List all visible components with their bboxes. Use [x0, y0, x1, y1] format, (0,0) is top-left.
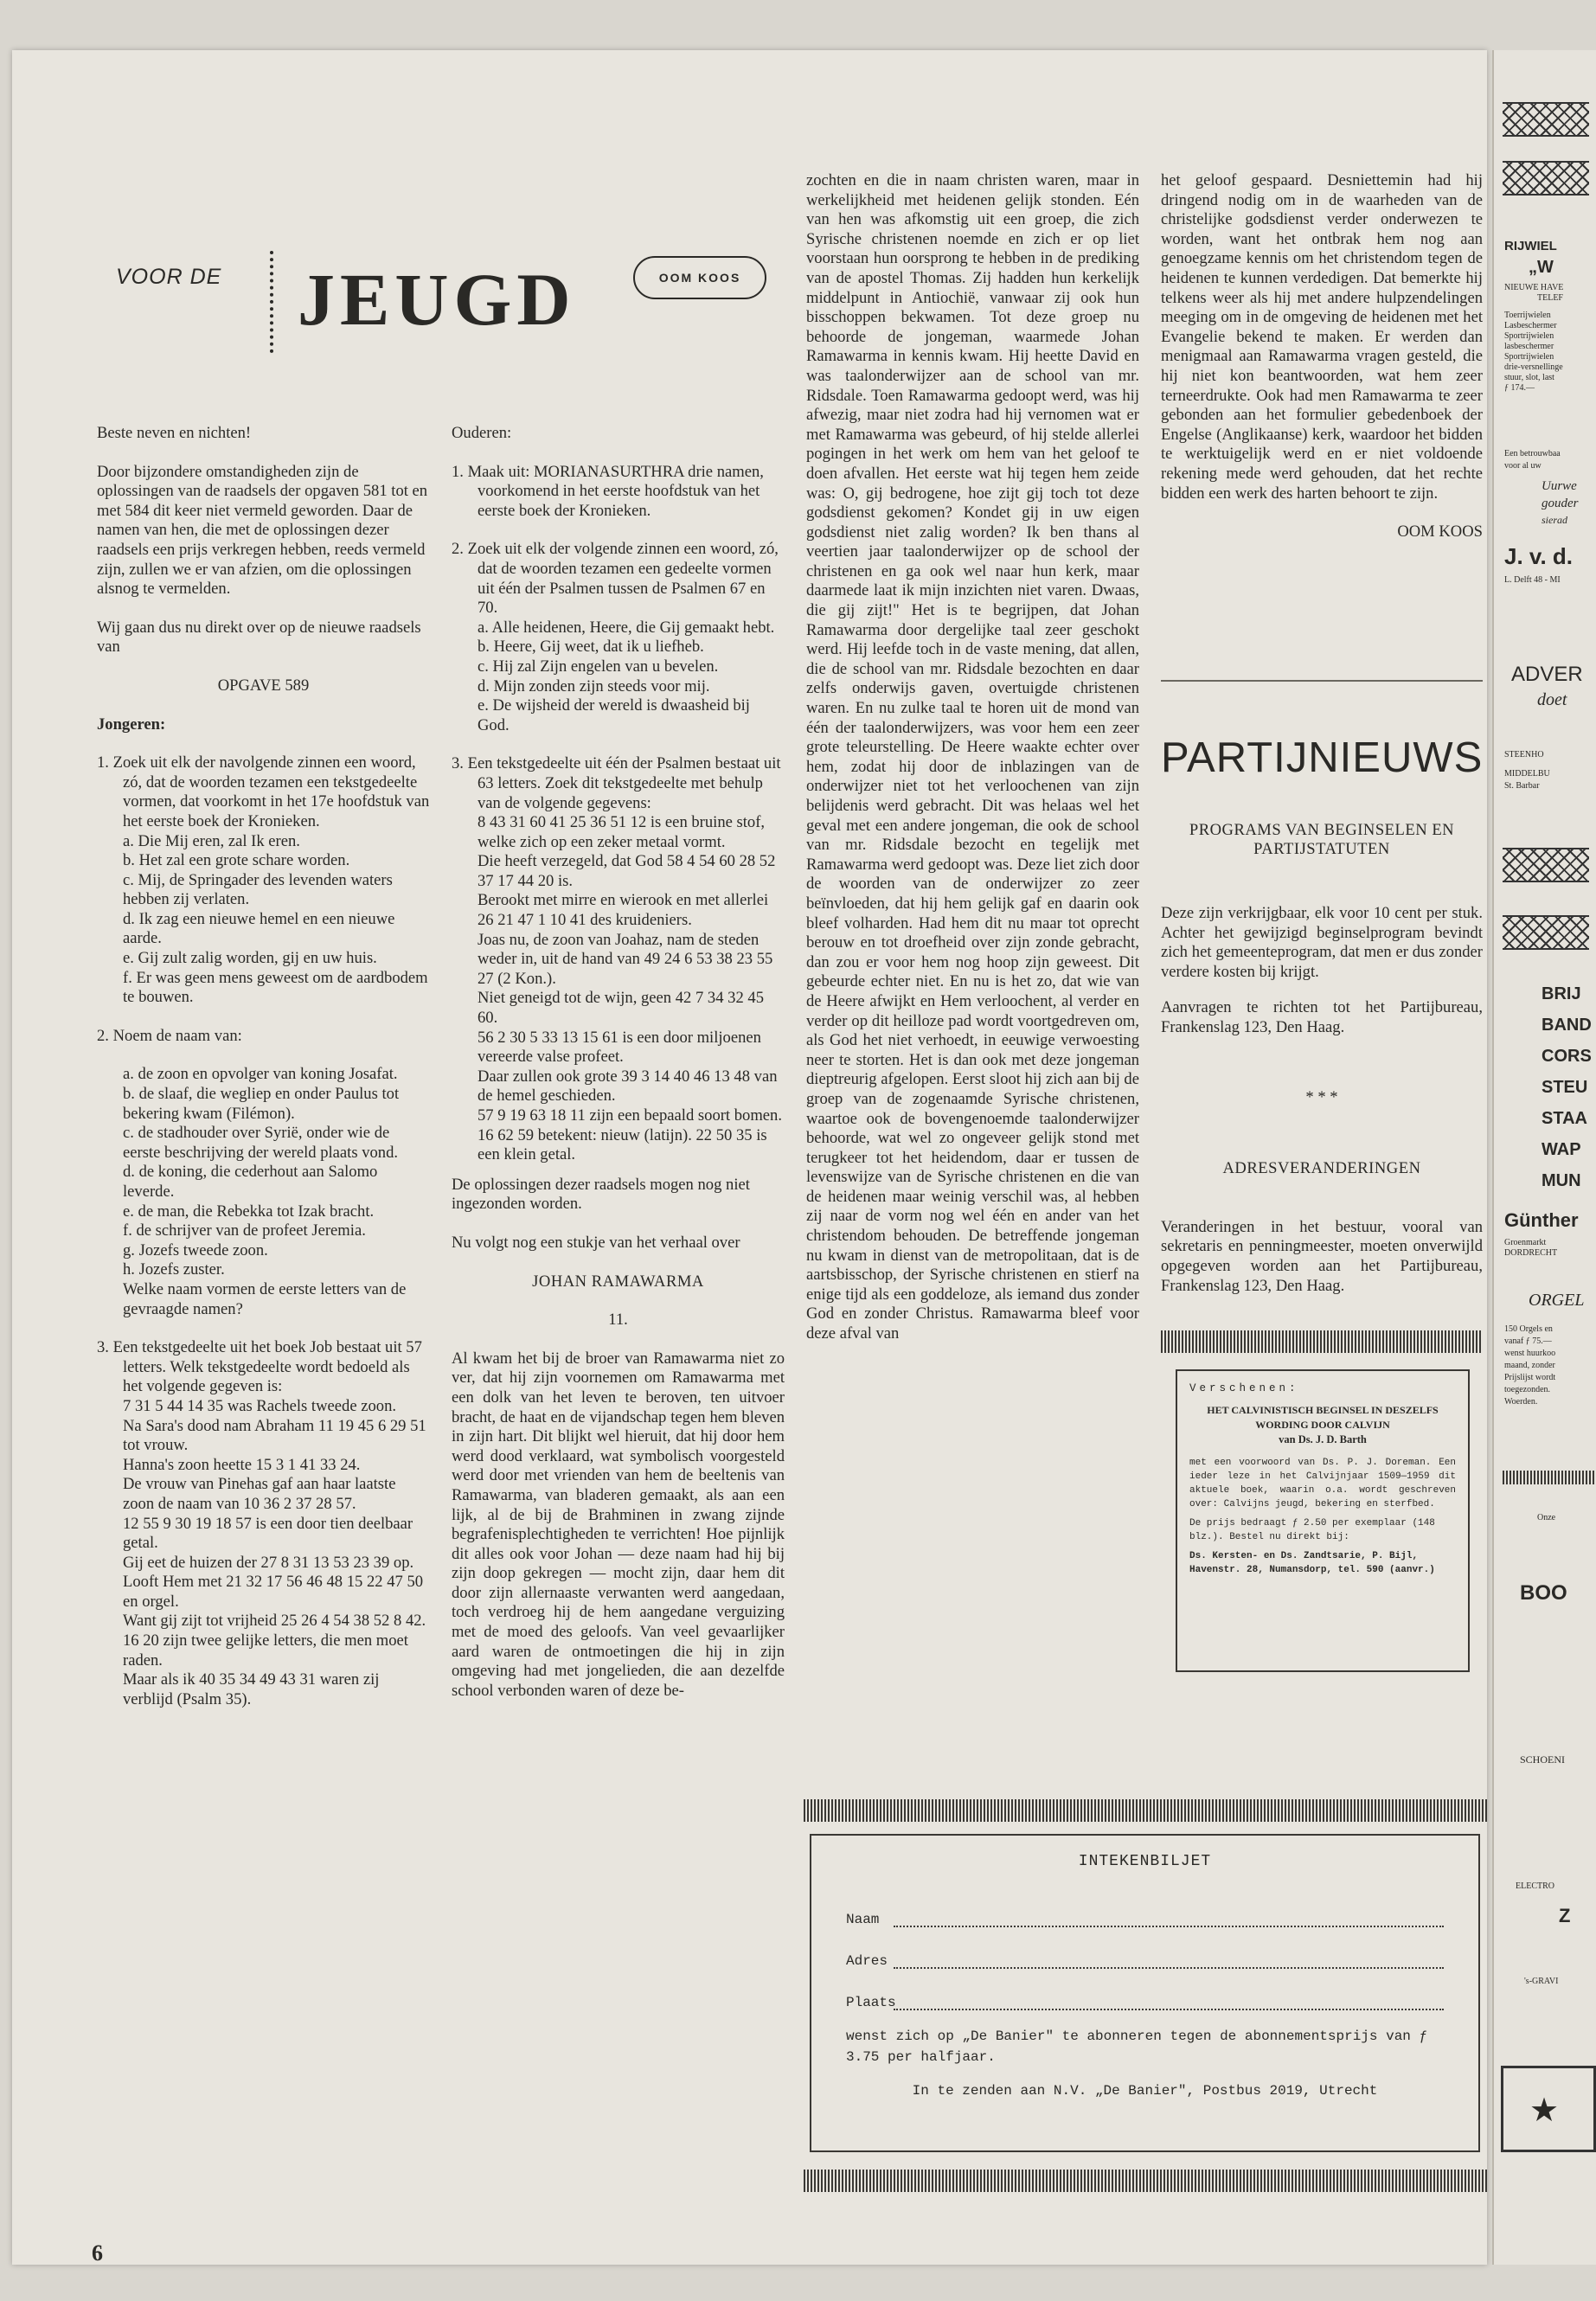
- list-item: c. Mij, de Springader des levenden waters hebben zij verlaten.: [123, 870, 393, 909]
- np-nieuwe: NIEUWE HAVE: [1504, 283, 1564, 292]
- np-list-6: stuur, slot, last: [1504, 373, 1554, 382]
- list-item: d. Mijn zonden zijn steeds voor mij.: [478, 676, 710, 695]
- ouderen-question-2: 2. Zoek uit elk der volgende zinnen een woord, zó, dat de woorden tezamen een gedeelte vormen uit één der Psalmen tussen de Psalmen 67 en 70.: [452, 540, 779, 618]
- list-item: Welke naam vormen de eerste letters van de gevraagde namen?: [123, 1279, 407, 1318]
- np-mun: MUN: [1542, 1171, 1581, 1190]
- list-item: Die heeft verzegeld, dat God 58 4 54 60 28 52 37 17 44 20 is.: [478, 852, 776, 890]
- ouderen-question-1: 1. Maak uit: MORIANASURTHRA drie namen, voorkomend in het eerste hoofdstuk van het eerste boek der Kronieken.: [452, 462, 764, 520]
- jongeren-heading: Jongeren:: [97, 715, 166, 734]
- np-middelb: MIDDELBU: [1504, 769, 1550, 779]
- np-voor: voor al uw: [1504, 461, 1542, 471]
- column-1: [97, 424, 430, 1709]
- story-chapter: 11.: [608, 1311, 628, 1330]
- ouderen-question-3: 3. Een tekstgedeelte uit één der Psalmen bestaat uit 63 letters. Zoek dit tekstgedeelte met behulp van de volgende gegevens:: [452, 754, 781, 812]
- np-list-2: Sportrijwielen: [1504, 331, 1554, 341]
- ad-author: van Ds. J. D. Barth: [1279, 1433, 1367, 1445]
- story-signature: OOM KOOS: [1397, 522, 1483, 542]
- column-4: [1161, 171, 1483, 542]
- partijnieuws-section: [1161, 804, 1483, 1312]
- np-schoen: SCHOENI: [1520, 1753, 1566, 1766]
- np-list-4: Sportrijwielen: [1504, 352, 1554, 362]
- ad-publisher: Ds. Kersten- en Ds. Zandtsarie, P. Bijl, Havenstr. 28, Numansdorp, tel. 590 (aanvr.): [1189, 1551, 1435, 1575]
- np-gouden: gouder: [1542, 497, 1579, 510]
- list-item: h. Jozefs zuster.: [123, 1260, 225, 1279]
- list-item: Maar als ik 40 35 34 49 43 31 waren zij verblijd (Psalm 35).: [123, 1670, 380, 1708]
- book-advertisement: [1176, 1369, 1470, 1672]
- np-jvd: J. v. d.: [1504, 543, 1573, 569]
- np-staa: STAA: [1542, 1109, 1587, 1128]
- list-item: 16 62 59 betekent: nieuw (latijn). 22 50 35 is een klein getal.: [478, 1125, 767, 1164]
- np-orgel: ORGEL: [1529, 1291, 1585, 1310]
- list-item: Daar zullen ook grote 39 3 14 40 46 13 48 van de hemel geschieden.: [478, 1067, 778, 1106]
- np-dordrecht: DORDRECHT: [1504, 1248, 1558, 1258]
- ornament-band: [1503, 161, 1589, 195]
- np-z: Z: [1559, 1905, 1571, 1926]
- list-item: 16 20 zijn twee gelijke letters, die men moet raden.: [123, 1631, 408, 1670]
- list-item: e. De wijsheid der wereld is dwaasheid bij God.: [478, 696, 750, 734]
- list-item: 56 2 30 5 33 13 15 61 is een door miljoenen vereerde valse profeet.: [478, 1028, 761, 1067]
- list-item: Want gij zijt tot vrijheid 25 26 4 54 38 52 8 42.: [123, 1612, 426, 1631]
- hatched-bar: [1503, 1471, 1596, 1484]
- np-gunther: Günther: [1504, 1209, 1579, 1231]
- subscription-form: [810, 1834, 1480, 2152]
- adresveranderingen-text: Veranderingen in het bestuur, vooral van sekretaris en penningmeester, moeten onverwijld opgegeven worden aan het Partijbureau, Frankenslag 123, Den Haag.: [1161, 1217, 1483, 1295]
- form-plaats-label: Plaats: [846, 1995, 896, 2010]
- hatched-bar-bottom: [804, 2170, 1487, 2192]
- np-brij: BRIJ: [1542, 984, 1581, 1003]
- np-list-5: drie-versnellinge: [1504, 362, 1563, 372]
- np-orgel-2: wenst huurkoo: [1504, 1349, 1556, 1358]
- list-item: e. de man, die Rebekka tot Izak bracht.: [123, 1202, 375, 1221]
- column-2: [452, 424, 785, 1701]
- np-orgel-1: vanaf ƒ 75.—: [1504, 1336, 1552, 1346]
- list-item: d. Ik zag een nieuwe hemel en een nieuwe aarde.: [123, 909, 395, 948]
- np-orgel-0: 150 Orgels en: [1504, 1324, 1553, 1334]
- form-plaats-row[interactable]: [846, 1988, 1444, 2010]
- story-title: JOHAN RAMAWARMA: [532, 1272, 704, 1291]
- list-item: a. de zoon en opvolger van koning Josafat.: [123, 1065, 398, 1084]
- ad-body: met een voorwoord van Ds. P. J. Doreman. Een ieder leze in het Calvijnjaar 1509—1959 dit aktuele boek, waarin o.a. wordt geschreven over: Calvijns jeugd, bekering en sterfbed.: [1189, 1458, 1456, 1509]
- greeting: Beste neven en nichten!: [97, 424, 252, 442]
- list-item: 57 9 19 63 18 11 zijn een bepaald soort bomen.: [478, 1106, 783, 1125]
- ad-verschenen: Verschenen:: [1189, 1382, 1299, 1394]
- list-item: d. de koning, die cederhout aan Salomo leverde.: [123, 1163, 378, 1201]
- np-steu: STEU: [1542, 1078, 1588, 1097]
- list-item: f. Er was geen mens geweest om de aardbodem te bouwen.: [123, 968, 428, 1007]
- np-band: BAND: [1542, 1016, 1592, 1035]
- np-betrouwbaar: Een betrouwbaa: [1504, 449, 1561, 458]
- naam-field[interactable]: [894, 1913, 1444, 1927]
- list-item: b. Heere, Gij weet, dat ik u liefheb.: [478, 638, 704, 657]
- opgave-heading: OPGAVE 589: [217, 676, 310, 695]
- list-item: 12 55 9 30 19 18 57 is een door tien deelbaar getal.: [123, 1514, 413, 1553]
- list-item: b. Het zal een grote schare worden.: [123, 851, 350, 870]
- ornament-band: [1503, 848, 1589, 882]
- list-item: g. Jozefs tweede zoon.: [123, 1240, 268, 1259]
- list-item: a. Alle heidenen, Heere, die Gij gemaakt hebt.: [478, 618, 775, 637]
- list-item: 7 31 5 44 14 35 was Rachels tweede zoon.: [123, 1396, 397, 1415]
- np-sieraden: sierad: [1542, 514, 1567, 526]
- np-wap: WAP: [1542, 1140, 1581, 1159]
- page-number: 6: [92, 2240, 103, 2266]
- partijnieuws-text-2: Aanvragen te richten tot het Partijbureau, Frankenslag 123, Den Haag.: [1161, 997, 1483, 1036]
- form-naam-row[interactable]: [846, 1905, 1444, 1927]
- np-telef: TELEF: [1537, 293, 1563, 303]
- list-item: Berookt met mirre en wierook en met allerlei 26 21 47 1 10 41 des kruideniers.: [478, 891, 769, 930]
- stars-separator: * * *: [1305, 1088, 1338, 1107]
- ornament-band: [1503, 915, 1589, 950]
- np-barbar: St. Barbar: [1504, 781, 1540, 791]
- list-item: Looft Hem met 21 32 17 56 46 48 15 22 47 50 en orgel.: [123, 1573, 424, 1611]
- list-item: f. de schrijver van de profeet Jeremia.: [123, 1221, 366, 1240]
- np-delft: L. Delft 48 - MI: [1504, 575, 1561, 585]
- list-item: Na Sara's dood nam Abraham 11 19 45 6 29 51 tot vrouw.: [123, 1416, 426, 1455]
- header-dotted-divider: [270, 251, 277, 353]
- list-item: Niet geneigd tot de wijn, geen 42 7 34 32 45 60.: [478, 989, 765, 1028]
- newspaper-page: [12, 50, 1487, 2265]
- story-text-continued: zochten en die in naam christen waren, maar in werkelijkheid met heidenen gelijk stonden. Eén van hen was afkomstig uit een groep, die zich Syrische christenen noemde en zich er op liet voorstaan hun oorsprong te hebben in de prediking van de apostel Thomas. Zij hadden hun kerkelijk middelpunt in Antiochië, vanwaar zij ook hun bisschoppen bekwamen. Tot deze groep nu behoorde de jongeman, waarmede Johan Ramawarma in kennis kwam. Hij heette David en was taalonderwijzer aan de school van mr. Ridsdale. Toen Ramawarma gedoopt werd, was hij afwezig, maar niet zodra had hij vernomen wat er met Ramawarma was gebeurd, of hij stelde allerlei pogingen in het werk om hem van het geloof te doen afvallen. Het eerste wat hij tegen hem zeide was: O, gij bedrogene, hoe zijt gij toch tot deze godsdienst gekomen? Kondet gij in uw eigen godsdienst niet zalig worden? Ik ben thans al veertien jaar taalonderwijzer op de school der christenen en ga ook wel naar hun kerk, maar daarmede laat ik mijn inzichten niet varen. Dwaas, die gij zijt!" Het is te begrijpen, dat Johan Ramawarma door dergelijke taal zeer geschokt werd. Hij leefde toch in de vaste mening, dat allen, die de school van mr. Ridsdale bezochten en daar zelfs onderwijs gaven, overtuigde christenen waren. En nu zulke taal te horen uit de mond van één der taalonderwijzers, was voor hem een zeer grote teleurstelling. De Heere waakte echter over hem, zodat hij door de inblazingen van de onderwijzer niet tot het verloochenen van zijn belijdenis werd gebracht. Dit was helaas wel het geval met een andere jongeman, die ook de school van mr. Ridsdale bezocht en tegelijk met Ramawarma werd gedoopt was. Deze liet zich door de woorden van de onderwijzer zo zeer beïnvloeden, dat hij hem gelijk gaf en daarin ook bleef volharden. Had hem dit nu maar tot oprecht berouw en tot droefheid over zijn zonde gebracht, dan zou er voor hem nog hoop zijn geweest. Dit gebeurde echter niet. En nu is het zo, dat wie van de Heere afwijkt en Hem verloochent, al verder en verder op dit heilloze pad wordt voortgedreven om, als God het niet verhoedt, in eeuwige verwoesting neer te storten. Het is dan ook met deze jongeman dieptreurig afgelopen. Eerst sloot hij zich aan bij de groep van de zogenaamde Syrische christenen, waartoe ook de bovengenoemde taalonderwijzer behoorde, wat wel zo ongeveer gelijk stond met terugkeer tot het heidendom, daar er tussen de levenswijze van de Syrische christenen en die van de heidenen maar weinig verschil was, al hebben zij naar de vorm nog wel één en ander van het christendom behouden. De betreffende jongeman nu kwam in dienst van de metropolitaan, dat is de aartsbisschop, der Syrische christenen en stierf na enige tijd als een goddeloze, als iemand dus zonder God en zonder Christus. Ramawarma bleef voor deze afval van: [806, 171, 1139, 1343]
- jongeren-question-1: 1. Zoek uit elk der navolgende zinnen een woord, zó, dat de woorden tezamen een tekstgedeelte vormen, dat voorkomt in het 17e hoofdstuk van het eerste boek der Kronieken.: [97, 753, 430, 830]
- list-item: c. Hij zal Zijn engelen van u bevelen.: [478, 657, 719, 676]
- partijnieuws-subheading: PROGRAMS VAN BEGINSELEN EN PARTIJSTATUTEN: [1189, 820, 1455, 859]
- ad-book-title: HET CALVINISTISCH BEGINSEL IN DESZELFS WORDING DOOR CALVIJN: [1207, 1404, 1439, 1431]
- jongeren-question-3: 3. Een tekstgedeelte uit het boek Job bestaat uit 57 letters. Welk tekstgedeelte wordt bedoeld als het volgende gegeven is:: [97, 1338, 422, 1396]
- header-oom-koos-badge: OOM KOOS: [633, 256, 766, 299]
- np-adver: ADVER: [1511, 663, 1583, 686]
- np-orgel-3: maand, zonder: [1504, 1361, 1555, 1370]
- list-item: De vrouw van Pinehas gaf aan haar laatste zoon de naam van 10 36 2 37 28 57.: [123, 1475, 396, 1513]
- np-boo: BOO: [1520, 1581, 1567, 1605]
- intro-paragraph: Door bijzondere omstandigheden zijn de oplossingen van de raadsels der opgaven 581 tot en met 584 dit keer niet vermeld geworden. Daar de namen van hen, die met de oplossingen dezer raadsels een prijs verkregen hebben, reeds vermeld zijn, zullen we er van afzien, om die oplossingen alsnog te vermelden.: [97, 462, 428, 599]
- list-item: Hanna's zoon heette 15 3 1 41 33 24.: [123, 1455, 361, 1474]
- np-rijwiel: RIJWIEL: [1504, 239, 1557, 253]
- np-cors: CORS: [1542, 1047, 1592, 1066]
- np-uurwe: Uurwe: [1542, 479, 1577, 493]
- form-text: wenst zich op „De Banier" te abonneren tegen de abonnementsprijs van ƒ 3.75 per halfjaar.: [846, 2029, 1428, 2065]
- form-adres-row[interactable]: [846, 1946, 1444, 1969]
- hatched-bar: [1161, 1330, 1483, 1353]
- form-title: INTEKENBILJET: [1078, 1853, 1212, 1870]
- np-groen: Groenmarkt: [1504, 1238, 1547, 1247]
- np-list-1: Lasbeschermer: [1504, 321, 1557, 330]
- list-item: c. de stadhouder over Syrië, onder wie de eerste beschrijving der wereld plaats vond.: [123, 1124, 399, 1162]
- form-naam-label: Naam: [846, 1912, 880, 1927]
- np-orgel-5: toegezonden.: [1504, 1385, 1551, 1394]
- list-item: 8 43 31 60 41 25 36 51 12 is een bruine stof, welke zich op een zeker metaal vormt.: [478, 813, 766, 851]
- np-orgel-6: Woerden.: [1504, 1397, 1538, 1407]
- header-jeugd: JEUGD: [298, 258, 576, 341]
- np-list-3: lasbeschermer: [1504, 342, 1554, 351]
- hatched-bar-top: [804, 1799, 1487, 1822]
- ornament-band: [1503, 102, 1589, 137]
- partijnieuws-text: Deze zijn verkrijgbaar, elk voor 10 cent per stuk. Achter het gewijzigd beginselprogram bevindt zich het gemeenteprogram, dat men er dus zonder verdere kosten bij krijgt.: [1161, 903, 1483, 981]
- np-doet: doet: [1537, 690, 1567, 709]
- np-star-box: [1501, 2066, 1596, 2152]
- np-w: „W: [1529, 258, 1554, 277]
- np-electro: ELECTRO: [1516, 1881, 1554, 1891]
- form-send-address: In te zenden aan N.V. „De Banier", Postbus 2019, Utrecht: [912, 2083, 1378, 2099]
- adres-field[interactable]: [894, 1955, 1444, 1969]
- list-item: Joas nu, de zoon van Joahaz, nam de steden weder in, uit de hand van 49 24 6 53 38 23 55 27 (2 Kon.).: [478, 930, 773, 988]
- list-item: e. Gij zult zalig worden, gij en uw huis.: [123, 949, 377, 968]
- list-item: Gij eet de huizen der 27 8 31 13 53 23 39 op.: [123, 1553, 414, 1572]
- np-orgel-4: Prijslijst wordt: [1504, 1373, 1556, 1382]
- np-steenho: STEENHO: [1504, 750, 1544, 760]
- np-list-0: Toerrijwielen: [1504, 311, 1551, 320]
- header-voor-de: VOOR DE: [116, 265, 222, 289]
- np-onze: Onze: [1537, 1513, 1556, 1522]
- story-text-end: het geloof gespaard. Desniettemin had hij dringend nodig om in de waarheden van de christelijke godsdienst verder onderwezen te worden, want het ontbrak hem nog aan genoegzame kennis om het christendom tegen de heidenen te kunnen verdedigen. Dat bemerkte hij telkens weer als hij met andere hulpzendelingen meeging om in de omgeving de heidenen met het Evangelie bekend te maken. Er werden dan menigmaal aan Ramawarma vragen gesteld, die hij niet kon beantwoorden, wat hem zeer terneerdrukte. Ook had men Ramawarma te zeer gebonden aan het formulier gebedenboek der Engelse (Anglikaanse) kerk, waardoor het bidden te werktuigelijk werd en er niet voldoende rekening mede werd gehouden, dat het rechte bidden een werk des harten behoort te zijn.: [1161, 171, 1483, 503]
- plaats-field[interactable]: [894, 1997, 1444, 2010]
- jongeren-question-2: 2. Noem de naam van:: [97, 1026, 242, 1045]
- adjacent-page-edge: [1492, 50, 1596, 2265]
- intro-paragraph-2: Wij gaan dus nu direkt over op de nieuwe raadsels van: [97, 618, 421, 657]
- form-adres-label: Adres: [846, 1953, 888, 1969]
- star-icon: ★: [1529, 2093, 1560, 2129]
- ad-price: De prijs bedraagt ƒ 2.50 per exemplaar (148 blz.). Bestel nu direkt bij:: [1189, 1518, 1435, 1542]
- adresveranderingen-heading: ADRESVERANDERINGEN: [1222, 1159, 1421, 1178]
- list-item: a. Die Mij eren, zal Ik eren.: [123, 831, 300, 850]
- column-3: [806, 171, 1139, 1344]
- story-text: Al kwam het bij de broer van Ramawarma niet zo ver, dat hij zijn voornemen om Ramawarma met een dolk van het leven te beroven, ten uitvoer bracht, de haat en de vijandschap tegen hem bleven in zijn hart. Dit blijkt wel hieruit, dat hij door hem werd dood verklaard, wat symbolisch voorgesteld werd door met vrienden van hem de beeltenis van Ramawarma, van bladeren gemaakt, als aan een lijk, al de bij de Brahminen in zwang zijnde begrafenisplechtigheden te verrichten! Hoe pijnlijk dit alles ook voor Johan — deze naam had hij bij zijn doop gekregen — mocht zijn, daar hem dit door zijn allernaaste verwanten werd aangedaan, toch verdroeg hij de hem aangedane verguizing met de moed des geloofs. Van veel gevaarlijker aard waren de ontmoetingen die hij in zijn omgeving had met jongelieden, die aan dezelfde school verbonden waren of deze be-: [452, 1349, 785, 1700]
- closing-note: De oplossingen dezer raadsels mogen nog niet ingezonden worden.: [452, 1175, 750, 1214]
- ouderen-heading: Ouderen:: [452, 424, 512, 442]
- section-divider: [1161, 680, 1483, 682]
- list-item: b. de slaaf, die wegliep en onder Paulus tot bekering kwam (Filémon).: [123, 1085, 400, 1123]
- partijnieuws-title: PARTIJNIEUWS: [1161, 734, 1484, 781]
- np-list-7: ƒ 174.—: [1504, 383, 1535, 393]
- story-intro: Nu volgt nog een stukje van het verhaal over: [452, 1233, 740, 1252]
- np-gravi: 's-GRAVI: [1524, 1977, 1559, 1986]
